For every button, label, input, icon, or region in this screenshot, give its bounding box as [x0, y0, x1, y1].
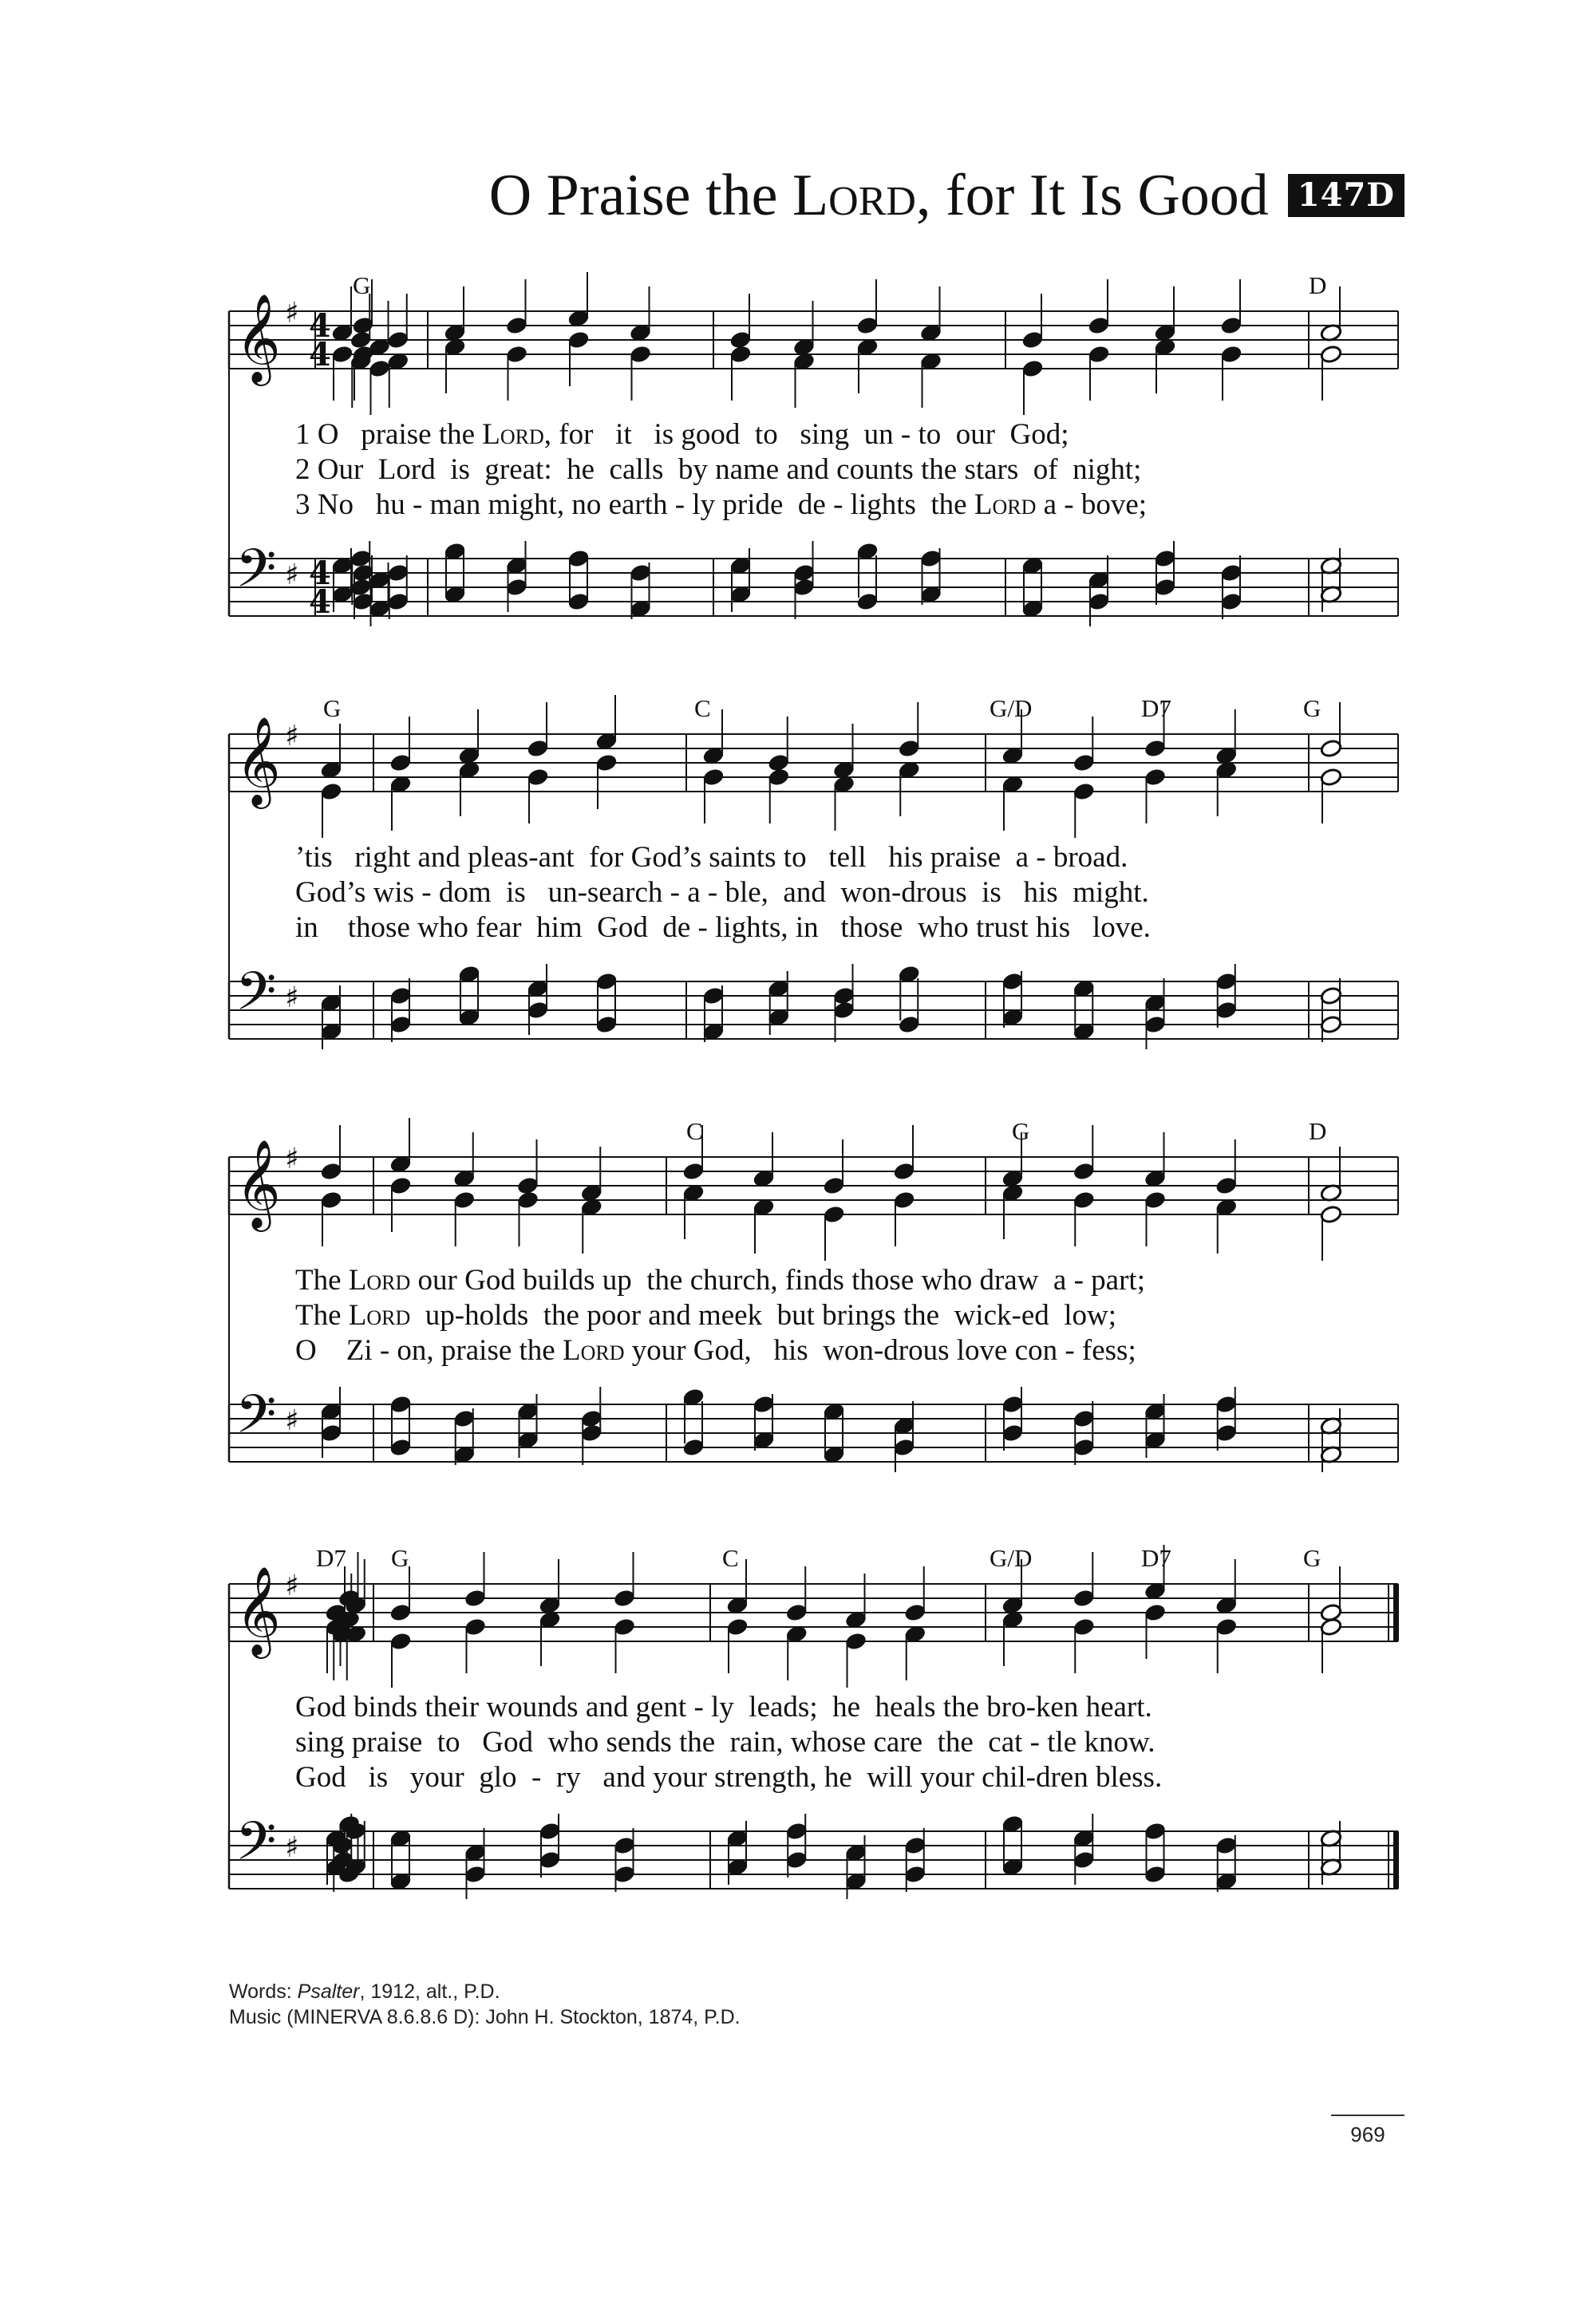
note-head — [505, 316, 527, 335]
music-credit: Music (MINERVA 8.6.8.6 D): John H. Stockton, 1874, P.D. — [229, 2006, 741, 2028]
note-head — [1021, 330, 1044, 349]
lyric-line-stanza-2: 2 Our Lord is great: he calls by name and counts the stars of night; — [295, 453, 1142, 486]
lyrics-block-3 — [295, 1263, 1396, 1368]
note-head — [320, 1162, 342, 1181]
chord-symbol: D7 — [1141, 1544, 1171, 1572]
note-head — [1144, 1865, 1166, 1884]
note-head — [1220, 316, 1242, 335]
lyric-line-stanza-2: God’s wis - dom is un-search - a - ble, and won-drous is his might. — [295, 876, 1149, 909]
note-head — [331, 345, 354, 364]
note-head — [832, 1001, 855, 1020]
title-row — [239, 152, 1404, 239]
final-bar-thick — [1393, 1831, 1399, 1889]
note-head — [904, 1836, 926, 1855]
page-number-rule — [1331, 2115, 1404, 2116]
note-head — [1088, 592, 1110, 611]
note-head — [1073, 753, 1095, 772]
lyric-line-stanza-1: The Lord our God builds up the church, finds those who draw a - part; — [295, 1264, 1145, 1297]
note-head — [729, 330, 752, 349]
note-head — [1215, 1395, 1238, 1414]
note-head — [904, 1865, 926, 1884]
note-head — [823, 1176, 845, 1195]
note-head — [893, 1438, 915, 1457]
sharp-key-signature-icon: ♯ — [285, 720, 299, 752]
note-head — [1088, 316, 1110, 335]
note-head — [453, 1409, 476, 1428]
time-signature-digit: 4 — [309, 336, 331, 373]
note-head — [389, 1176, 412, 1195]
lyric-line-stanza-1: God binds their wounds and gent - ly leads; he heals the bro-ken heart. — [295, 1691, 1152, 1724]
note-head — [352, 316, 374, 335]
note-head — [768, 768, 790, 787]
note-head — [1073, 1191, 1095, 1210]
note-head — [1320, 1015, 1342, 1034]
sharp-key-signature-icon: ♯ — [285, 297, 299, 330]
note-head — [1320, 1617, 1342, 1637]
note-head — [505, 578, 527, 597]
note-head — [387, 563, 409, 582]
note-head — [1088, 345, 1110, 364]
note-head — [595, 753, 618, 772]
treble-clef-icon: 𝄞 — [235, 716, 281, 805]
note-head — [567, 549, 590, 568]
note-head — [844, 1632, 867, 1651]
note-head — [792, 563, 815, 582]
note-head — [1144, 1822, 1166, 1841]
note-head — [1073, 1589, 1095, 1608]
note-head — [464, 1589, 486, 1608]
lyric-line-stanza-2: sing praise to God who sends the rain, whose care the cat - tle know. — [295, 1726, 1156, 1759]
note-head — [527, 768, 549, 787]
chord-symbol: C — [694, 694, 711, 722]
chord-symbol: C — [722, 1544, 739, 1572]
final-bar-thick — [1393, 1584, 1399, 1641]
sharp-key-signature-icon: ♯ — [285, 1143, 299, 1175]
chord-symbol: G — [1303, 1544, 1321, 1572]
lyrics-block-4 — [295, 1690, 1396, 1795]
time-signature-digit: 4 — [309, 555, 331, 592]
lyric-line-stanza-3: O Zi - on, praise the Lord your God, his won-drous love con - fess; — [295, 1334, 1136, 1367]
note-head — [753, 1395, 775, 1414]
note-head — [785, 1822, 808, 1841]
sharp-key-signature-icon: ♯ — [285, 559, 299, 591]
note-head — [567, 330, 590, 349]
lyric-line-stanza-2: The Lord up-holds the poor and meek but brings the wick-ed low; — [295, 1299, 1117, 1332]
note-head — [505, 345, 527, 364]
note-head — [856, 592, 879, 611]
chord-symbol: G — [353, 271, 371, 299]
note-head — [389, 986, 412, 1005]
credits — [229, 1979, 741, 2030]
lyrics-block-2 — [295, 840, 1396, 946]
note-head — [539, 1822, 561, 1841]
note-head — [389, 753, 412, 772]
note-head — [1021, 359, 1044, 378]
sharp-key-signature-icon: ♯ — [285, 981, 299, 1014]
note-head — [539, 1850, 561, 1870]
note-head — [567, 592, 590, 611]
bass-clef-icon: 𝄢 — [235, 538, 277, 612]
note-head — [320, 1424, 342, 1443]
note-head — [898, 1015, 920, 1034]
note-head — [893, 1162, 915, 1181]
note-head — [702, 986, 725, 1005]
note-head — [389, 1015, 412, 1034]
sharp-key-signature-icon: ♯ — [285, 1570, 299, 1602]
note-head — [1073, 1850, 1095, 1870]
note-head — [1215, 1617, 1238, 1637]
sharp-key-signature-icon: ♯ — [285, 1404, 299, 1437]
note-head — [1320, 345, 1342, 364]
chord-symbol: D7 — [316, 1544, 346, 1572]
lyric-line-stanza-1: 1 O praise the Lord, for it is good to sing un - to our God; — [295, 418, 1069, 451]
note-head — [389, 1603, 412, 1622]
note-head — [595, 1015, 618, 1034]
note-head — [1320, 739, 1342, 758]
note-head — [919, 549, 942, 568]
bass-clef-icon: 𝄢 — [235, 1811, 277, 1885]
treble-clef-icon: 𝄞 — [235, 293, 281, 382]
chord-symbol: G — [391, 1544, 409, 1572]
note-head — [516, 1176, 539, 1195]
note-head — [823, 1205, 845, 1224]
words-credit: Words: Psalter, 1912, alt., P.D. — [229, 1980, 500, 2003]
time-signature-digit: 4 — [309, 307, 331, 345]
note-head — [1320, 768, 1342, 787]
note-head — [785, 1603, 808, 1622]
note-head — [1144, 1015, 1166, 1034]
note-head — [387, 592, 409, 611]
chord-symbol: D — [1309, 271, 1327, 299]
note-head — [729, 345, 752, 364]
note-head — [1220, 563, 1242, 582]
lyric-line-stanza-3: in those who fear him God de - lights, in those who trust his love. — [295, 911, 1151, 944]
note-head — [453, 1191, 476, 1210]
note-head — [613, 1617, 635, 1637]
music-system-2 — [0, 694, 1596, 1069]
music-system-3 — [0, 1117, 1596, 1492]
note-head — [580, 1424, 602, 1443]
treble-clef-icon: 𝄞 — [235, 1139, 281, 1228]
note-head — [387, 330, 409, 349]
lyric-line-stanza-1: ’tis right and pleas-ant for God’s saints to tell his praise a - broad. — [295, 841, 1128, 874]
note-head — [1001, 972, 1024, 991]
note-head — [389, 1395, 412, 1414]
note-head — [1073, 1438, 1095, 1457]
note-head — [1215, 1176, 1238, 1195]
hymn-title: O Praise the Lord, for It Is Good — [488, 163, 1269, 228]
note-head — [893, 1191, 915, 1210]
note-head — [527, 1001, 549, 1020]
note-head — [464, 1617, 486, 1637]
chord-symbol: G/D — [990, 1544, 1033, 1572]
note-head — [464, 1865, 486, 1884]
note-head — [856, 316, 879, 335]
note-head — [1154, 549, 1176, 568]
note-head — [1144, 739, 1166, 758]
note-head — [702, 768, 725, 787]
note-head — [1144, 1603, 1166, 1622]
note-head — [350, 578, 372, 597]
note-head — [904, 1603, 926, 1622]
lyric-line-stanza-3: God is your glo - ry and your strength, he will your chil-dren bless. — [295, 1761, 1163, 1794]
lyrics-block-1 — [295, 417, 1396, 523]
music-system-1 — [0, 271, 1596, 646]
note-head — [1215, 1836, 1238, 1855]
note-head — [1220, 592, 1242, 611]
note-head — [726, 1617, 749, 1637]
note-head — [527, 739, 549, 758]
treble-clef-icon: 𝄞 — [235, 1566, 281, 1655]
note-head — [580, 1409, 602, 1428]
sharp-key-signature-icon: ♯ — [285, 1831, 299, 1864]
note-head — [613, 1589, 635, 1608]
note-head — [1320, 986, 1342, 1005]
chord-symbol: D — [1309, 1117, 1327, 1145]
note-head — [785, 1850, 808, 1870]
note-head — [1220, 345, 1242, 364]
note-head — [1073, 1162, 1095, 1181]
note-head — [350, 549, 372, 568]
note-head — [389, 1632, 412, 1651]
note-head — [350, 330, 372, 349]
note-head — [1073, 1617, 1095, 1637]
note-head — [1215, 972, 1238, 991]
note-head — [682, 1162, 705, 1181]
note-head — [516, 1191, 539, 1210]
note-head — [320, 1191, 342, 1210]
note-head — [682, 1438, 705, 1457]
note-head — [595, 972, 618, 991]
note-head — [389, 1438, 412, 1457]
note-head — [629, 563, 651, 582]
note-head — [1001, 1424, 1024, 1443]
note-head — [768, 753, 790, 772]
chord-symbol: D7 — [1141, 694, 1171, 722]
chord-symbol: G/D — [990, 694, 1033, 722]
note-head — [1144, 1191, 1166, 1210]
time-signature-digit: 4 — [309, 583, 331, 621]
note-head — [898, 739, 920, 758]
note-head — [1215, 1001, 1238, 1020]
note-head — [1073, 782, 1095, 801]
note-head — [1001, 1395, 1024, 1414]
bass-clef-icon: 𝄢 — [235, 961, 277, 1035]
note-head — [1215, 1424, 1238, 1443]
note-head — [613, 1836, 635, 1855]
note-head — [832, 986, 855, 1005]
note-head — [1144, 768, 1166, 787]
lyric-line-stanza-3: 3 No hu - man might, no earth - ly pride de - lights the Lord a - bove; — [295, 488, 1148, 521]
note-head — [320, 782, 342, 801]
note-head — [1320, 1205, 1342, 1224]
note-head — [368, 359, 390, 378]
chord-symbol: G — [1012, 1117, 1030, 1145]
chord-symbol: C — [686, 1117, 703, 1145]
page-number: 969 — [1350, 2122, 1385, 2146]
note-head — [792, 578, 815, 597]
note-head — [629, 345, 651, 364]
note-head — [1073, 1409, 1095, 1428]
bass-clef-icon: 𝄢 — [235, 1384, 277, 1458]
chord-symbol: G — [323, 694, 342, 722]
chord-symbol: G — [1303, 694, 1321, 722]
note-head — [1154, 578, 1176, 597]
hymn-number-badge: 147D — [1288, 174, 1404, 217]
music-system-4 — [0, 1544, 1596, 1919]
note-head — [613, 1865, 635, 1884]
